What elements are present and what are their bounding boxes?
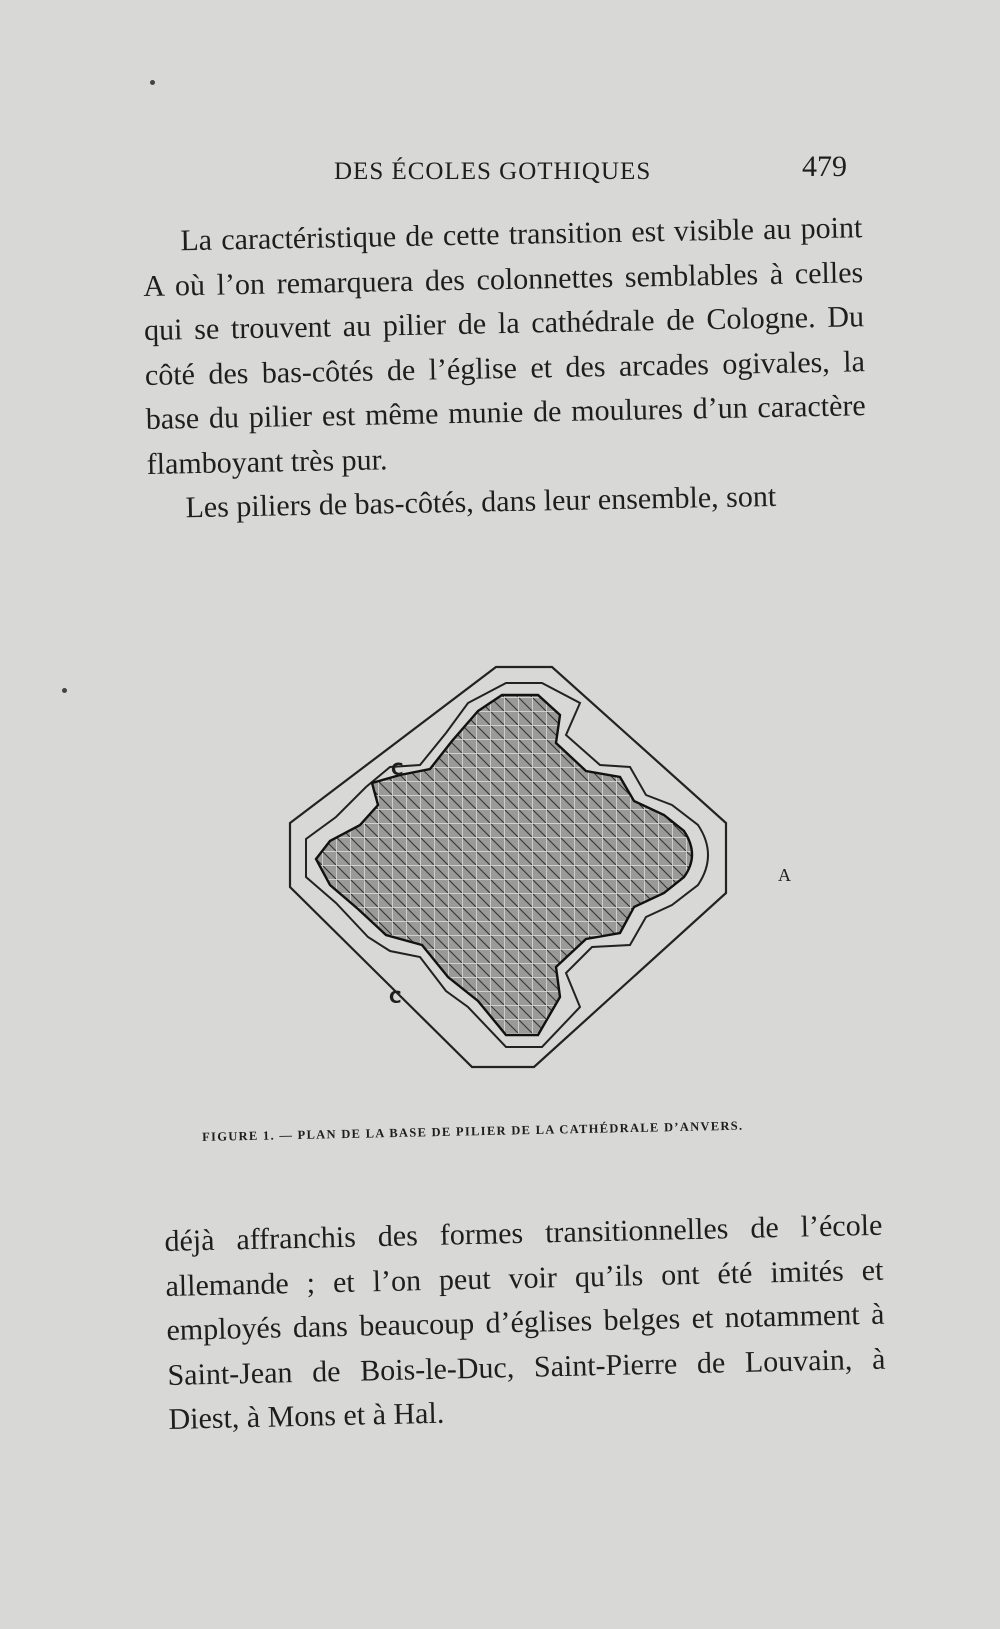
running-head: DES ÉCOLES GOTHIQUES: [334, 158, 652, 185]
pillar-plan-drawing: [280, 655, 760, 1105]
body-text-top: [142, 206, 868, 531]
paragraph: La caractéristique de cette transition est visible au point A où l’on remarquera des colonnettes semblables à celles qui se trouvent au pilier de la cathédrale de Cologne. Du côté des bas-côtés de l’église et des arcades ogivales, la base du pilier est même munie de moulures d’un caractère flamboyant très pur.: [142, 211, 867, 481]
body-text-bottom: [164, 1204, 887, 1443]
paragraph: déjà affranchis des formes transitionnelles de l’école allemande ; et l’on peut voir qu’ils ont été imités et employés dans beaucoup d’églises belges et notamment à Saint-Jean de Bois-le-Duc, Saint-Pierre de Louvain, à Diest, à Mons et à Hal.: [164, 1208, 886, 1436]
pillar-plan-figure: [280, 655, 760, 1105]
label-c-top: C: [391, 760, 404, 780]
label-a: A: [778, 865, 791, 885]
paragraph: Les piliers de bas-côtés, dans leur ensemble, sont: [185, 479, 777, 525]
paper-speck: [150, 80, 155, 85]
paper-speck: [62, 688, 67, 693]
hatched-core: [316, 695, 692, 1035]
label-c-bottom: C: [389, 988, 402, 1008]
figure-caption: FIGURE 1. — PLAN DE LA BASE DE PILIER DE LA CATHÉDRALE D’ANVERS.: [202, 1118, 744, 1144]
page-number: 479: [802, 150, 847, 183]
